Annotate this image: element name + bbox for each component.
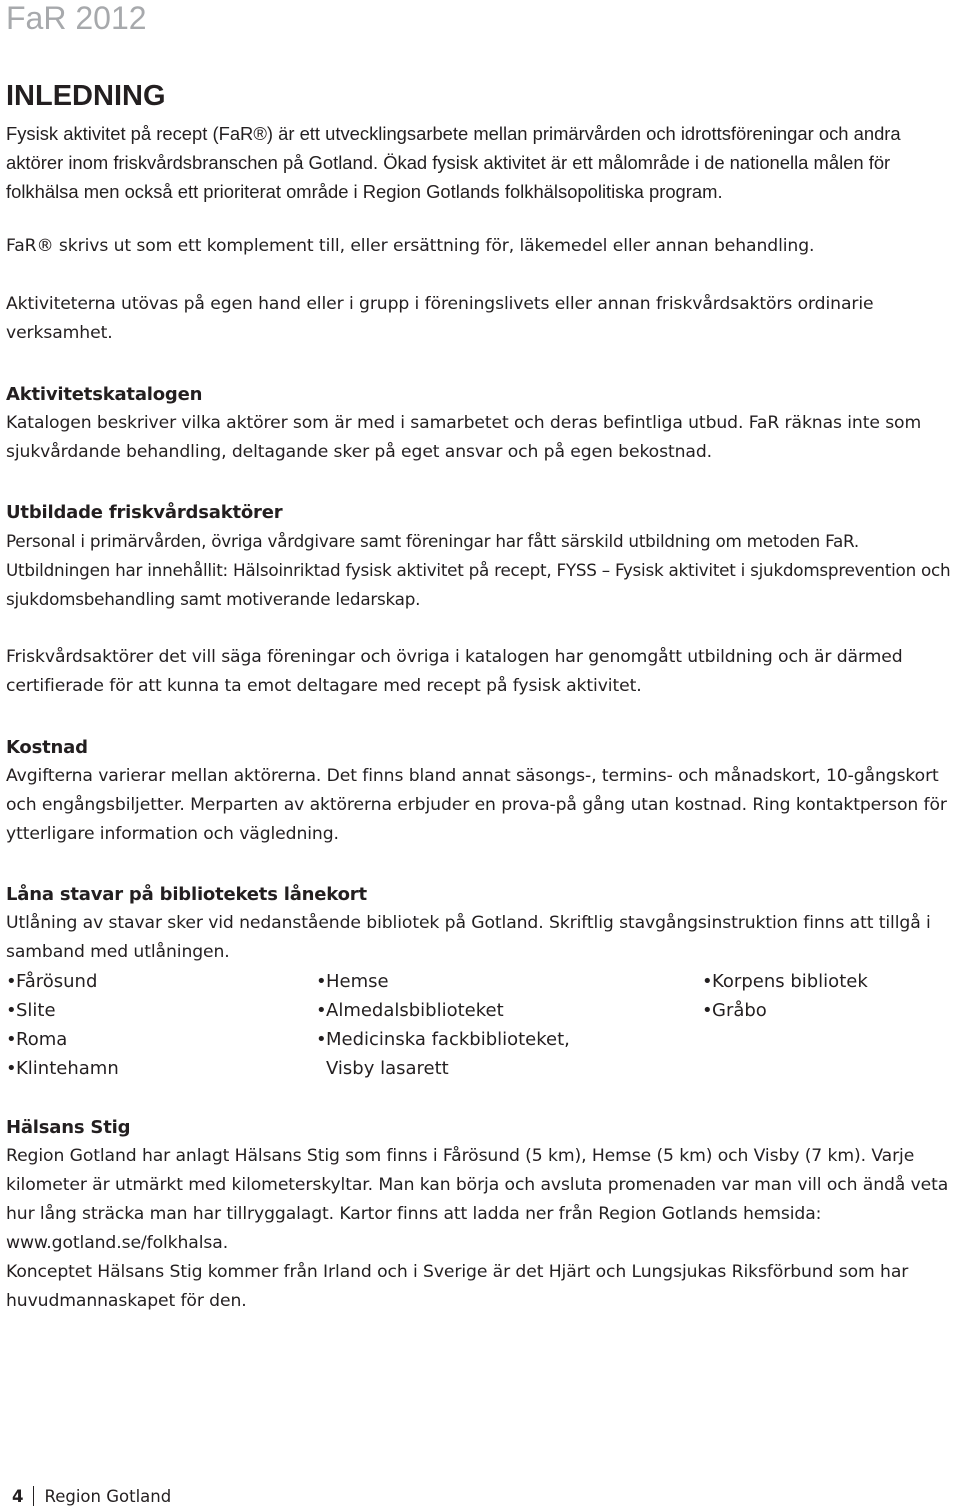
trail-text-2: Konceptet Hälsans Stig kommer från Irland och i Sverige är det Hjärt och Lungsjukas Riksförbund som har huvudmannaskapet för den. xyxy=(6,1262,909,1311)
cost-text: Avgifterna varierar mellan aktörerna. Det finns bland annat säsongs-, termins- och månadskort, 10-gångskort och engångsbiljetter. Merparten av aktörerna erbjuder en prova-på gång utan kostnad. Ring kontaktperson för ytterligare information och vägledning. xyxy=(6,766,947,844)
list-item-label: Medicinska fackbiblioteket, xyxy=(326,1029,570,1050)
list-item xyxy=(316,996,570,1025)
list-item xyxy=(702,967,868,996)
bullet: • xyxy=(702,971,713,992)
list-item-continuation xyxy=(316,1054,570,1083)
intro-text: Fysisk aktivitet på recept (FaR®) är ett utvecklingsarbete mellan primärvården och idrottsföreningar och andra aktörer inom friskvårdsbranschen på Gotland. Ökad fysisk aktivitet är ett målområde i de nationella målen för folkhälsa men också ett prioriterat område i Region Gotlands folkhälsopolitiska program. xyxy=(6,123,901,202)
list-item xyxy=(6,1025,119,1054)
page-footer xyxy=(12,1486,171,1506)
library-list-col-3 xyxy=(702,967,868,1025)
trained-heading: Utbildade friskvårdsaktörer xyxy=(6,502,283,523)
footer-divider xyxy=(33,1486,34,1506)
list-item xyxy=(702,996,868,1025)
list-item xyxy=(6,967,119,996)
catalog-text: Katalogen beskriver vilka aktörer som är med i samarbetet och deras befintliga utbud. FaR räknas inte som sjukvårdande behandling, deltagande sker på eget ansvar och på egen bekostnad. xyxy=(6,413,922,462)
trail-text: Region Gotland har anlagt Hälsans Stig som finns i Fårösund (5 km), Hemse (5 km) och Visby (7 km). Varje kilometer är utmärkt med kilometerskyltar. Man kan börja och avsluta promenaden var man vill och ändå veta hur lång sträcka man har tillryggalagt. Kartor finns att ladda ner från Region Gotlands hemsida: www.gotland.se/folkhalsa. xyxy=(6,1146,949,1253)
trail-heading: Hälsans Stig xyxy=(6,1117,131,1138)
page-number: 4 xyxy=(12,1486,24,1506)
bullet: • xyxy=(316,971,327,992)
list-item-label: Roma xyxy=(16,1029,68,1050)
trained-text-2: Friskvårdsaktörer det vill säga föreningar och övriga i katalogen har genomgått utbildning och är därmed certifierade för att kunna ta emot deltagare med recept på fysisk aktivitet. xyxy=(6,647,903,696)
page-header-title: FaR 2012 xyxy=(6,0,147,36)
bullet: • xyxy=(6,1000,17,1021)
complement-paragraph: FaR® skrivs ut som ett komplement till, eller ersättning för, läkemedel eller annan behandling. xyxy=(6,236,815,256)
intro-heading: INLEDNING xyxy=(6,80,166,112)
poles-text: Utlåning av stavar sker vid nedanstående bibliotek på Gotland. Skriftlig stavgångsinstruktion finns att tillgå i samband med utlåningen. xyxy=(6,913,931,962)
list-item-label: Fårösund xyxy=(16,971,98,992)
bullet: • xyxy=(702,1000,713,1021)
list-item-label: Gråbo xyxy=(712,1000,767,1021)
list-item xyxy=(6,1054,119,1083)
list-item xyxy=(316,967,570,996)
list-item-label: Almedalsbiblioteket xyxy=(326,1000,504,1021)
bullet: • xyxy=(316,1029,327,1050)
activities-paragraph: Aktiviteterna utövas på egen hand eller i grupp i föreningslivets eller annan friskvårdsaktörs ordinarie verksamhet. xyxy=(6,294,874,343)
trained-text: Personal i primärvården, övriga vårdgivare samt föreningar har fått särskild utbildning om metoden FaR. Utbildningen har innehållit: Hälsoinriktad fysisk aktivitet på recept, FYSS – Fysisk aktivitet i sjukdomsprevention och sjukdomsbehandling samt motiverande ledarskap. xyxy=(6,531,951,609)
list-item-label: Klintehamn xyxy=(16,1058,119,1079)
bullet: • xyxy=(6,1029,17,1050)
list-item-label: Korpens bibliotek xyxy=(712,971,868,992)
footer-org: Region Gotland xyxy=(44,1486,172,1506)
list-item-label: Hemse xyxy=(326,971,389,992)
cost-heading: Kostnad xyxy=(6,737,88,758)
catalog-heading: Aktivitetskatalogen xyxy=(6,384,203,405)
library-list-col-1 xyxy=(6,967,119,1083)
list-item xyxy=(316,1025,570,1054)
bullet: • xyxy=(6,971,17,992)
bullet: • xyxy=(316,1000,327,1021)
bullet: • xyxy=(6,1058,17,1079)
poles-heading: Låna stavar på bibliotekets lånekort xyxy=(6,884,367,905)
list-item-label: Slite xyxy=(16,1000,56,1021)
list-item-label: Visby lasarett xyxy=(326,1058,449,1079)
library-list-col-2 xyxy=(316,967,570,1083)
list-item xyxy=(6,996,119,1025)
